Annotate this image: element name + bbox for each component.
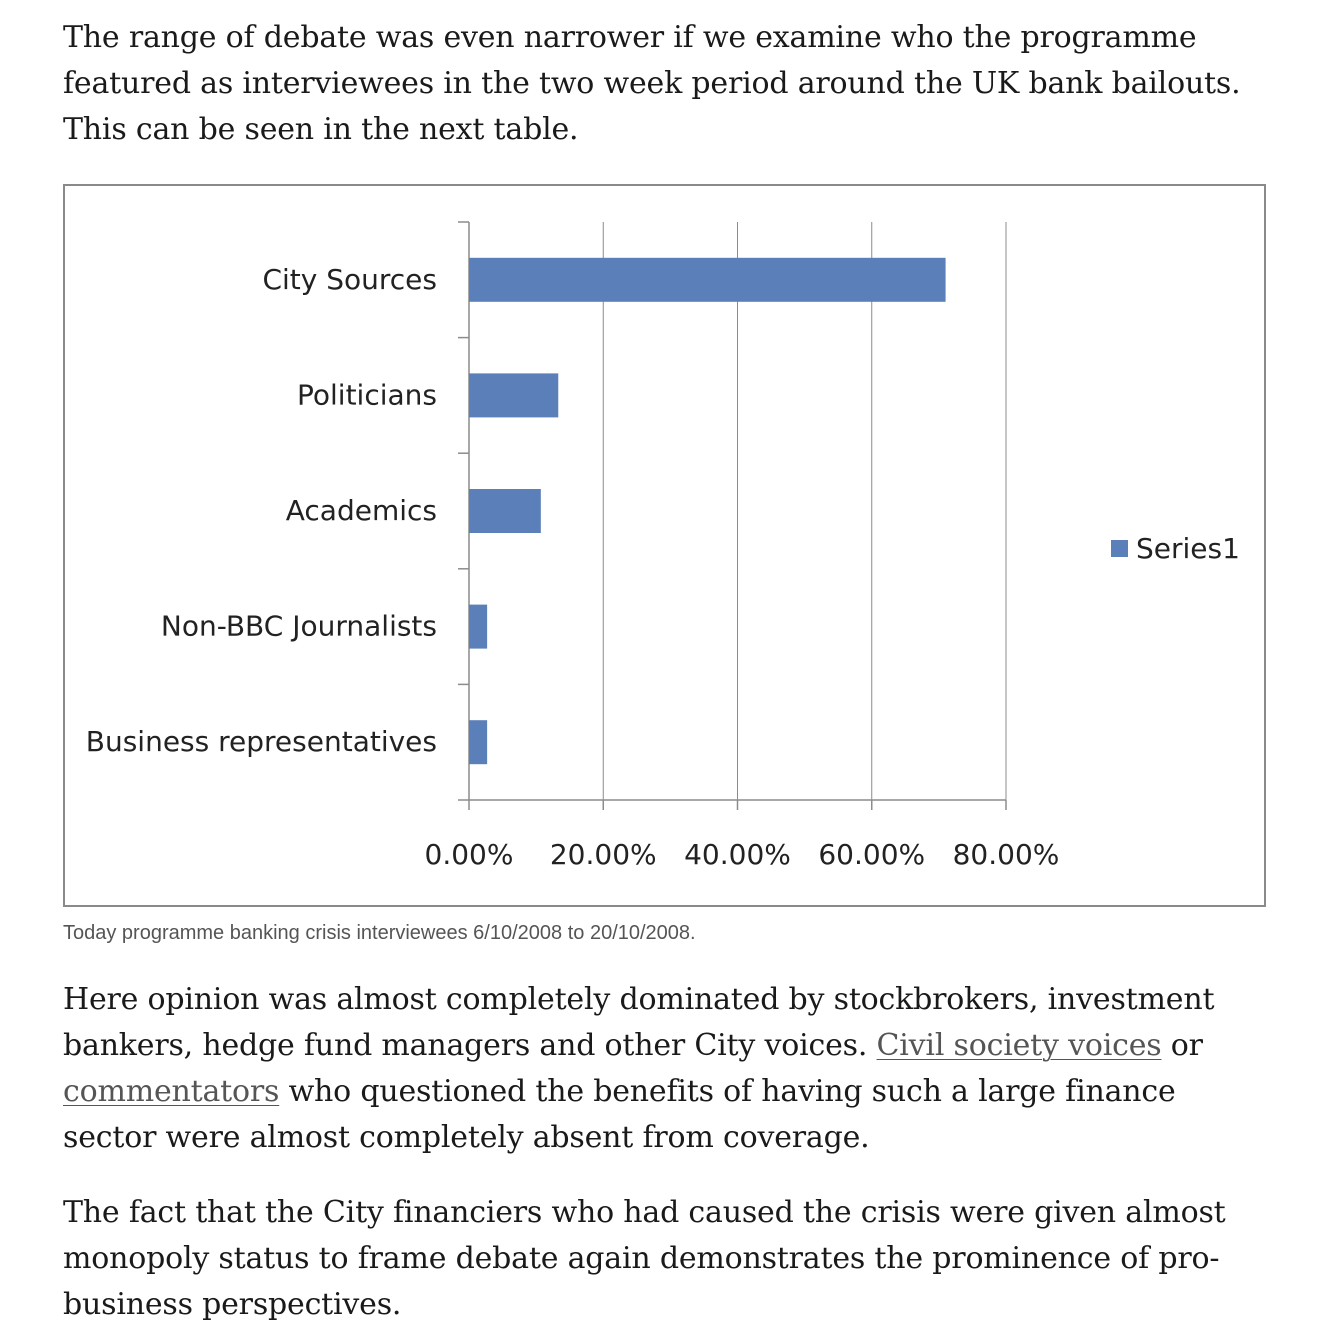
chart-legend bbox=[1111, 532, 1240, 565]
x-tick-label: 60.00% bbox=[818, 838, 926, 871]
x-tick-label: 40.00% bbox=[684, 838, 791, 871]
paragraph-text: or bbox=[1161, 1028, 1203, 1063]
legend-swatch bbox=[1111, 540, 1128, 557]
x-tick-label: 80.00% bbox=[952, 838, 1060, 871]
figure-caption: Today programme banking crisis interviewees 6/10/2008 to 20/10/2008. bbox=[63, 922, 696, 944]
intro-paragraph: The range of debate was even narrower if we examine who the programme featured as interviewees in the two week period around the UK bank bailouts. This can be seen in the next table. bbox=[63, 20, 1241, 147]
category-label: Academics bbox=[285, 494, 437, 527]
x-tick-label: 20.00% bbox=[549, 838, 657, 871]
x-tick-label: 0.00% bbox=[424, 838, 514, 871]
category-label: Business representatives bbox=[85, 725, 437, 759]
category-label: Non-BBC Journalists bbox=[160, 609, 437, 643]
bar bbox=[469, 373, 558, 417]
bar bbox=[469, 258, 946, 302]
body-paragraph-2: The fact that the City financiers who had caused the crisis were given almost monopoly status to frame debate again demonstrates the prominence of pro-business perspectives. bbox=[63, 1195, 1226, 1322]
paragraph-text: Here opinion was almost completely dominated by stockbrokers, investment bankers, hedge fund managers and other City voices. bbox=[63, 982, 1215, 1063]
commentators-link[interactable]: commentators bbox=[63, 1074, 280, 1109]
bar bbox=[469, 489, 541, 533]
bar bbox=[469, 720, 487, 764]
civil-society-voices-link[interactable]: Civil society voices bbox=[876, 1028, 1162, 1063]
category-label: City Sources bbox=[262, 262, 437, 296]
category-label: Politicians bbox=[297, 378, 437, 412]
paragraph-text: who questioned the benefits of having such a large finance sector were almost completely absent from coverage. bbox=[63, 1074, 1176, 1155]
body-paragraph-1 bbox=[63, 977, 1263, 1161]
bar-chart bbox=[65, 186, 1264, 905]
bar-chart-figure bbox=[63, 184, 1266, 907]
legend-label: Series1 bbox=[1136, 532, 1240, 565]
bar bbox=[469, 605, 487, 649]
